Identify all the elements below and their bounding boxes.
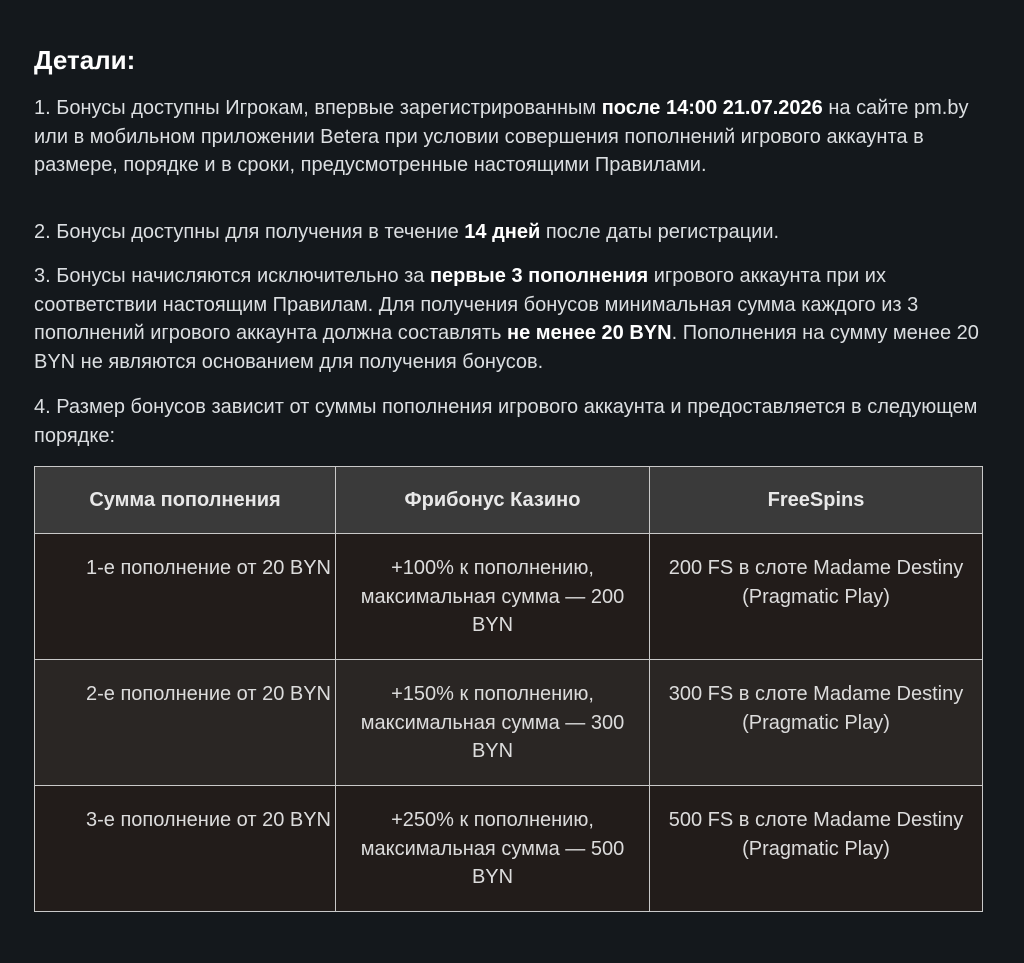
rule-3	[34, 262, 990, 376]
rule-4: 4. Размер бонусов зависит от суммы пополнения игрового аккаунта и предоставляется в следующем порядке:	[34, 396, 978, 447]
cell-deposit: 2-е пополнение от 20 BYN	[35, 660, 336, 786]
cell-freespins: 500 FS в слоте Madame Destiny (Pragmatic Play)	[650, 786, 983, 912]
rule-2	[34, 218, 990, 247]
rule-3-min-amount: не менее 20 BYN	[506, 322, 672, 344]
rule-1-text-end: на сайте pm.by или в мобильном приложении Betera при условии совершения пополнений игрового аккаунта в размере, порядке и в сроки, предусмотренные настоящими Правилами.	[34, 97, 969, 176]
bonus-table	[34, 466, 983, 912]
header-deposit-amount: Сумма пополнения	[35, 467, 336, 534]
rule-2-text-end: после даты регистрации.	[540, 220, 780, 243]
cell-deposit: 3-е пополнение от 20 BYN	[35, 786, 336, 912]
rule-3-text-end: . Пополнения на сумму менее 20 BYN не являются основанием для получения бонусов.	[34, 322, 979, 373]
details-section	[34, 44, 990, 912]
cell-deposit: 1-е пополнение от 20 BYN	[35, 534, 336, 660]
table-row	[35, 660, 983, 786]
cell-freespins: 300 FS в слоте Madame Destiny (Pragmatic Play)	[650, 660, 983, 786]
cell-freespins: 200 FS в слоте Madame Destiny (Pragmatic Play)	[650, 534, 983, 660]
rule-2-text: 2. Бонусы доступны для получения в течение	[34, 220, 465, 243]
rule-1-date: после 14:00 21.07.2026	[601, 97, 823, 119]
rule-3-text: 3. Бонусы начисляются исключительно за	[34, 265, 430, 287]
details-title: Детали:	[34, 45, 136, 75]
cell-freebonus: +100% к пополнению, максимальная сумма — 200 BYN	[336, 534, 650, 660]
rule-3-deposits: первые 3 пополнения	[429, 265, 649, 287]
cell-freebonus: +250% к пополнению, максимальная сумма — 500 BYN	[336, 786, 650, 912]
header-casino-freebonus: Фрибонус Казино	[336, 467, 650, 534]
table-row	[35, 534, 983, 660]
table-header-row	[35, 467, 983, 534]
rule-2-days: 14 дней	[464, 220, 541, 243]
rule-1-text: 1. Бонусы доступны Игрокам, впервые зарегистрированным	[34, 97, 602, 119]
header-freespins: FreeSpins	[650, 467, 983, 534]
cell-freebonus: +150% к пополнению, максимальная сумма — 300 BYN	[336, 660, 650, 786]
rule-3-text-mid: игрового аккаунта при их соответствии настоящим Правилам. Для получения бонусов минимальная сумма каждого из 3 пополнений игрового аккаунта должна составлять	[34, 265, 919, 344]
table-row	[35, 786, 983, 912]
rule-1	[34, 94, 990, 180]
